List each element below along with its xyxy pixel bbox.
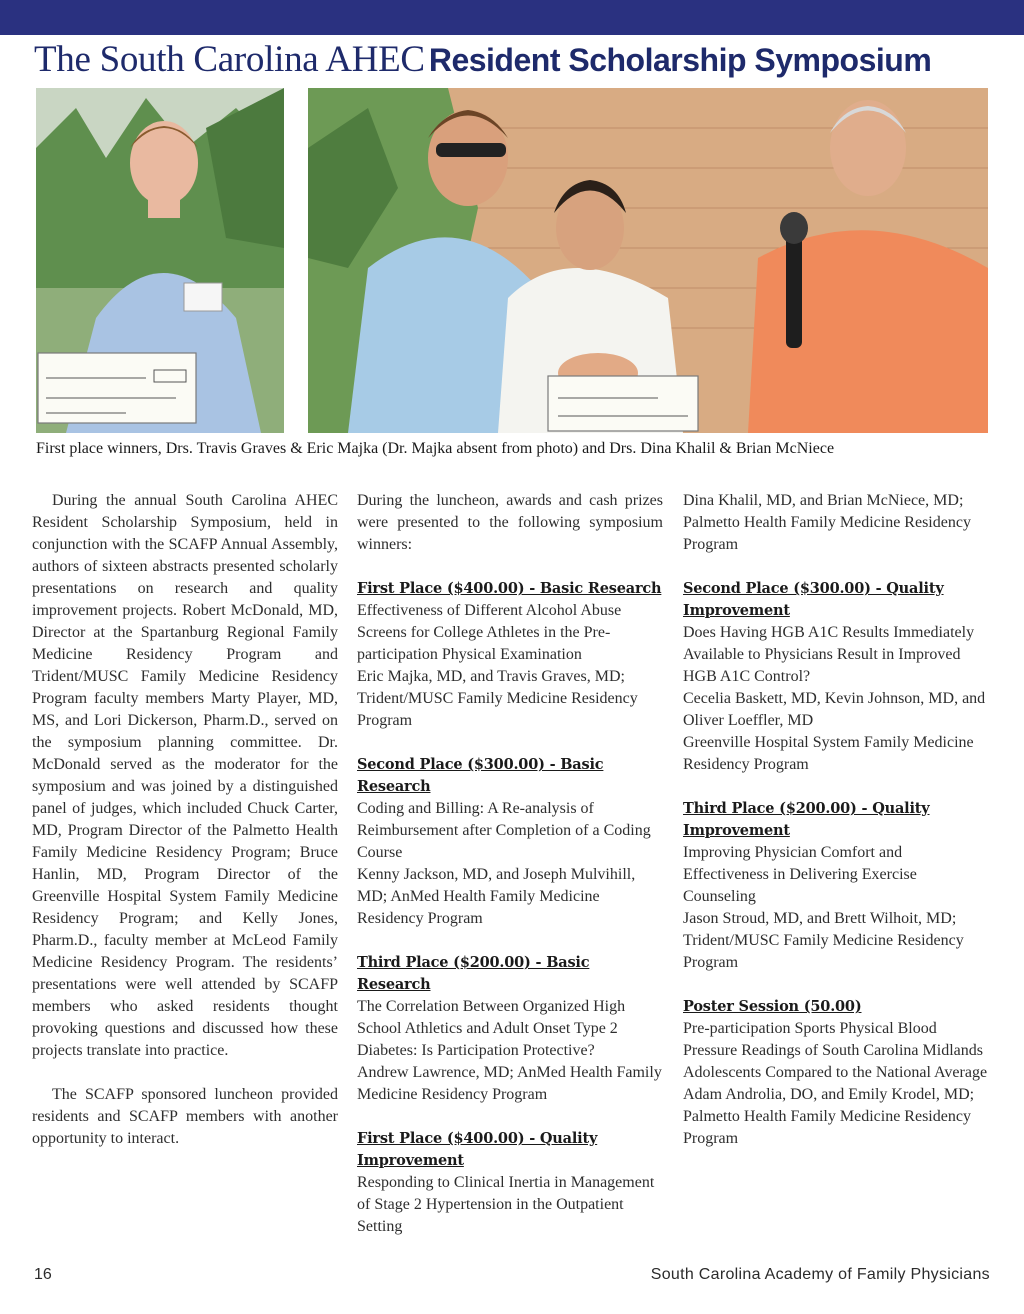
award-title: Does Having HGB A1C Results Immediately Available to Physicians Result in Improved HGB A1C Control? <box>683 624 975 685</box>
award-heading: Third Place ($200.00) - Quality Improvement <box>683 800 930 839</box>
award-authors: Dina Khalil, MD, and Brian McNiece, MD; Palmetto Health Family Medicine Residency Program <box>683 492 971 553</box>
award-heading: First Place ($400.00) - Quality Improvement <box>357 1130 598 1169</box>
column-intro <box>32 490 338 1150</box>
photo-person-holding-check <box>36 88 284 433</box>
column-awards-2 <box>683 490 989 1150</box>
page-title <box>34 38 931 81</box>
award-heading: Poster Session (50.00) <box>683 998 862 1015</box>
award-heading: Second Place ($300.00) - Basic Research <box>357 756 604 795</box>
page-number: 16 <box>34 1266 52 1283</box>
award-title: Pre-participation Sports Physical Blood Pressure Readings of South Carolina Midlands Adolescents Compared to the National Average <box>683 1020 988 1081</box>
award-program: Greenville Hospital System Family Medicine Residency Program <box>683 734 974 773</box>
award-title: Effectiveness of Different Alcohol Abuse Screens for College Athletes in the Pre-participation Physical Examination <box>357 602 622 663</box>
award-title: The Correlation Between Organized High School Athletics and Adult Onset Type 2 Diabetes: Is Participation Protective? <box>357 998 626 1059</box>
photo-award-presentation-handshake <box>308 88 988 433</box>
award-continuation <box>683 490 989 556</box>
award-title: Improving Physician Comfort and Effectiveness in Delivering Exercise Counseling <box>683 844 917 905</box>
footer-organization: South Carolina Academy of Family Physicians <box>650 1266 990 1283</box>
award-entry <box>357 1128 663 1238</box>
intro-paragraph: During the annual South Carolina AHEC Resident Scholarship Symposium, held in conjunction with the SCAFP Annual Assembly, authors of sixteen abstracts presented scholarly presentations on research and quality improvement projects. Robert McDonald, MD, Director at the Spartanburg Regional Family Medicine Residency Program and Trident/MUSC Family Medicine Residency Program faculty members Marty Player, MD, MS, and Lori Dickerson, Pharm.D., served on the symposium planning committee. Dr. McDonald served as the moderator for the symposium and was joined by a distinguished panel of judges, which included Chuck Carter, MD, Program Director of the Palmetto Health Family Medicine Residency Program; Bruce Hanlin, MD, Program Director of the Greenville Hospital System Family Medicine Residency Program; and Kelly Jones, Pharm.D., faculty member at McLeod Family Medicine Residency Program. The residents’ presentations were well attended by SCAFP members who asked residents thought provoking questions and discussed how these projects translate into practice. <box>32 492 338 1059</box>
award-entry <box>357 952 663 1106</box>
awards-intro-text: During the luncheon, awards and cash prizes were presented to the following symposium winners: <box>357 492 663 553</box>
title-bold: Resident Scholarship Symposium <box>428 42 932 78</box>
award-title: Coding and Billing: A Re-analysis of Reimbursement after Completion of a Coding Course <box>357 800 651 861</box>
award-authors: Adam Androlia, DO, and Emily Krodel, MD; Palmetto Health Family Medicine Residency Program <box>683 1086 975 1147</box>
award-entry <box>357 754 663 930</box>
column-awards-1 <box>357 490 663 1238</box>
award-entry <box>683 996 989 1150</box>
award-authors: Eric Majka, MD, and Travis Graves, MD; Trident/MUSC Family Medicine Residency Program <box>357 668 638 729</box>
award-title: Responding to Clinical Inertia in Management of Stage 2 Hypertension in the Outpatient Setting <box>357 1174 655 1235</box>
luncheon-paragraph: The SCAFP sponsored luncheon provided residents and SCAFP members with another opportunity to interact. <box>32 1086 338 1147</box>
award-heading: Second Place ($300.00) - Quality Improvement <box>683 580 944 619</box>
award-authors: Jason Stroud, MD, and Brett Wilhoit, MD; Trident/MUSC Family Medicine Residency Program <box>683 910 964 971</box>
award-authors: Kenny Jackson, MD, and Joseph Mulvihill, MD; AnMed Health Family Medicine Residency Program <box>357 866 636 927</box>
award-entry <box>683 578 989 776</box>
award-heading: First Place ($400.00) - Basic Research <box>357 580 662 597</box>
top-color-bar <box>0 0 1024 35</box>
photo-caption: First place winners, Drs. Travis Graves & Eric Majka (Dr. Majka absent from photo) and Drs. Dina Khalil & Brian McNiece <box>36 440 835 457</box>
title-light: The South Carolina AHEC <box>34 39 425 80</box>
awards-intro <box>357 490 663 556</box>
award-authors: Andrew Lawrence, MD; AnMed Health Family Medicine Residency Program <box>357 1064 662 1103</box>
award-heading: Third Place ($200.00) - Basic Research <box>357 954 590 993</box>
award-authors: Cecelia Baskett, MD, Kevin Johnson, MD, and Oliver Loeffler, MD <box>683 690 986 729</box>
award-entry <box>683 798 989 974</box>
award-entry <box>357 578 663 732</box>
